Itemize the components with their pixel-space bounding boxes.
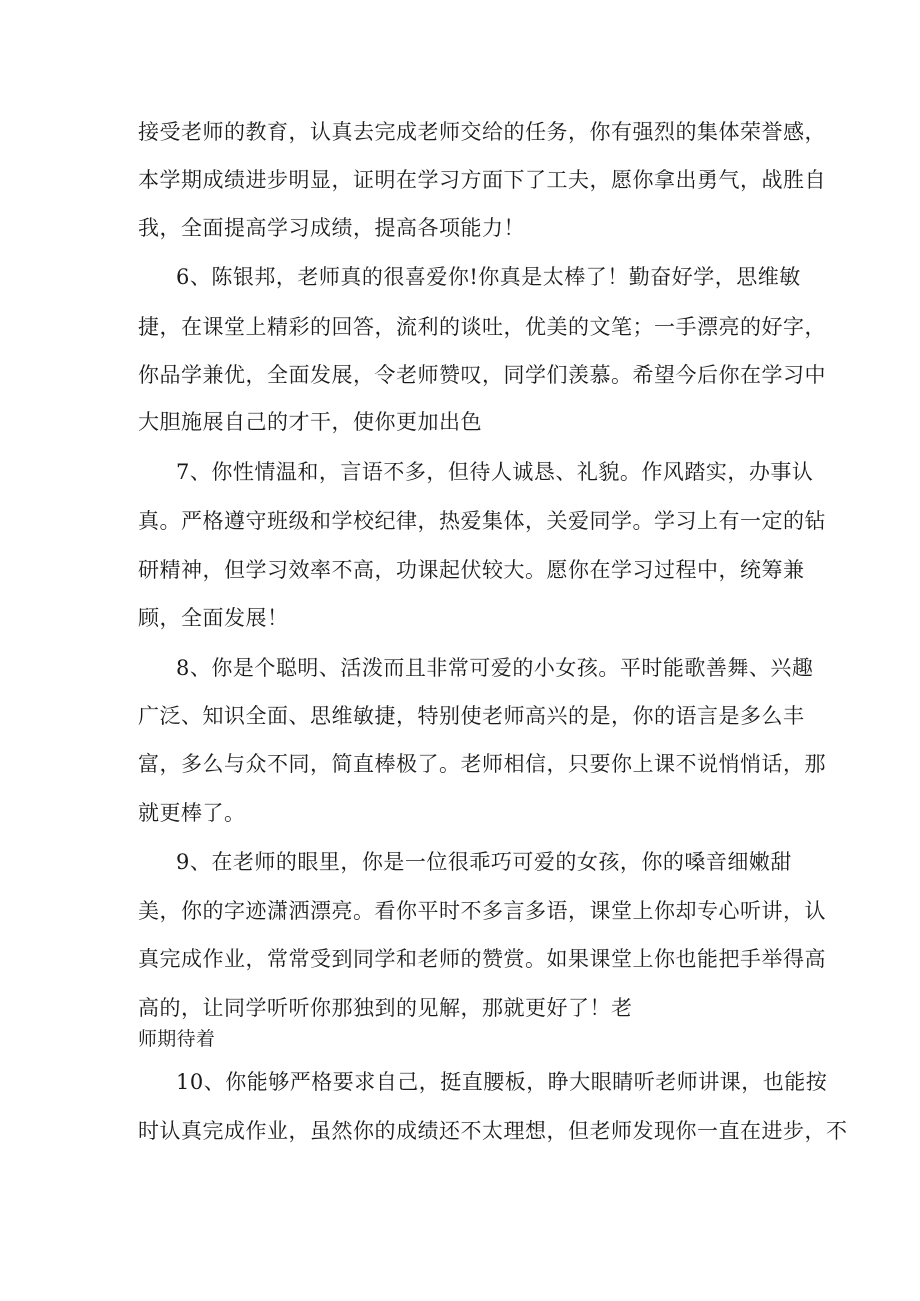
text-line: 本学期成绩进步明显，证明在学习方面下了工夫，愿你拿出勇气，战胜自 — [138, 168, 826, 192]
text-line: 顾，全面发展！ — [138, 606, 289, 630]
text-line: 真完成作业，常常受到同学和老师的赞赏。如果课堂上你也能把手举得高 — [138, 947, 826, 971]
text-line: 研精神，但学习效率不高，功课起伏较大。愿你在学习过程中，统筹兼 — [138, 558, 805, 582]
text-line: 大胆施展自己的才干，使你更加出色 — [138, 410, 482, 434]
text-line: 7、你性情温和，言语不多，但待人诚恳、礼貌。作风踏实，办事认 — [176, 460, 814, 484]
text-line: 我，全面提高学习成绩，提高各项能力！ — [138, 216, 525, 240]
text-line: 高的，让同学听听你那独到的见解，那就更好了！老 — [138, 996, 633, 1020]
text-line: 真。严格遵守班级和学校纪律，热爱集体，关爱同学。学习上有一定的钻 — [138, 509, 826, 533]
text-line: 就更棒了。 — [138, 801, 246, 825]
text-line: 10、你能够严格要求自己，挺直腰板，睁大眼睛听老师讲课，也能按 — [176, 1070, 828, 1094]
text-line: 美，你的字迹潇洒漂亮。看你平时不多言多语，课堂上你却专心听讲，认 — [138, 899, 826, 923]
text-line: 你品学兼优，全面发展，令老师赞叹，同学们羡慕。希望今后你在学习中 — [138, 363, 826, 387]
text-line: 6、陈银邦，老师真的很喜爱你!你真是太棒了！勤奋好学，思维敏 — [176, 265, 801, 289]
text-line: 捷，在课堂上精彩的回答，流利的谈吐，优美的文笔；一手漂亮的好字， — [138, 315, 826, 339]
text-line: 接受老师的教育，认真去完成老师交给的任务，你有强烈的集体荣誉感， — [138, 120, 826, 144]
text-line: 师期待着 — [138, 1028, 216, 1050]
text-line: 广泛、知识全面、思维敏捷，特别使老师高兴的是，你的语言是多么丰 — [138, 704, 805, 728]
text-line: 8、你是个聪明、活泼而且非常可爱的小女孩。平时能歌善舞、兴趣 — [176, 656, 814, 680]
text-line: 富，多么与众不同，简直棒极了。老师相信，只要你上课不说悄悄话，那 — [138, 752, 826, 776]
text-line: 9、在老师的眼里，你是一位很乖巧可爱的女孩，你的嗓音细嫩甜 — [176, 850, 792, 874]
text-line: 时认真完成作业，虽然你的成绩还不太理想，但老师发现你一直在进步，不 — [138, 1119, 848, 1143]
